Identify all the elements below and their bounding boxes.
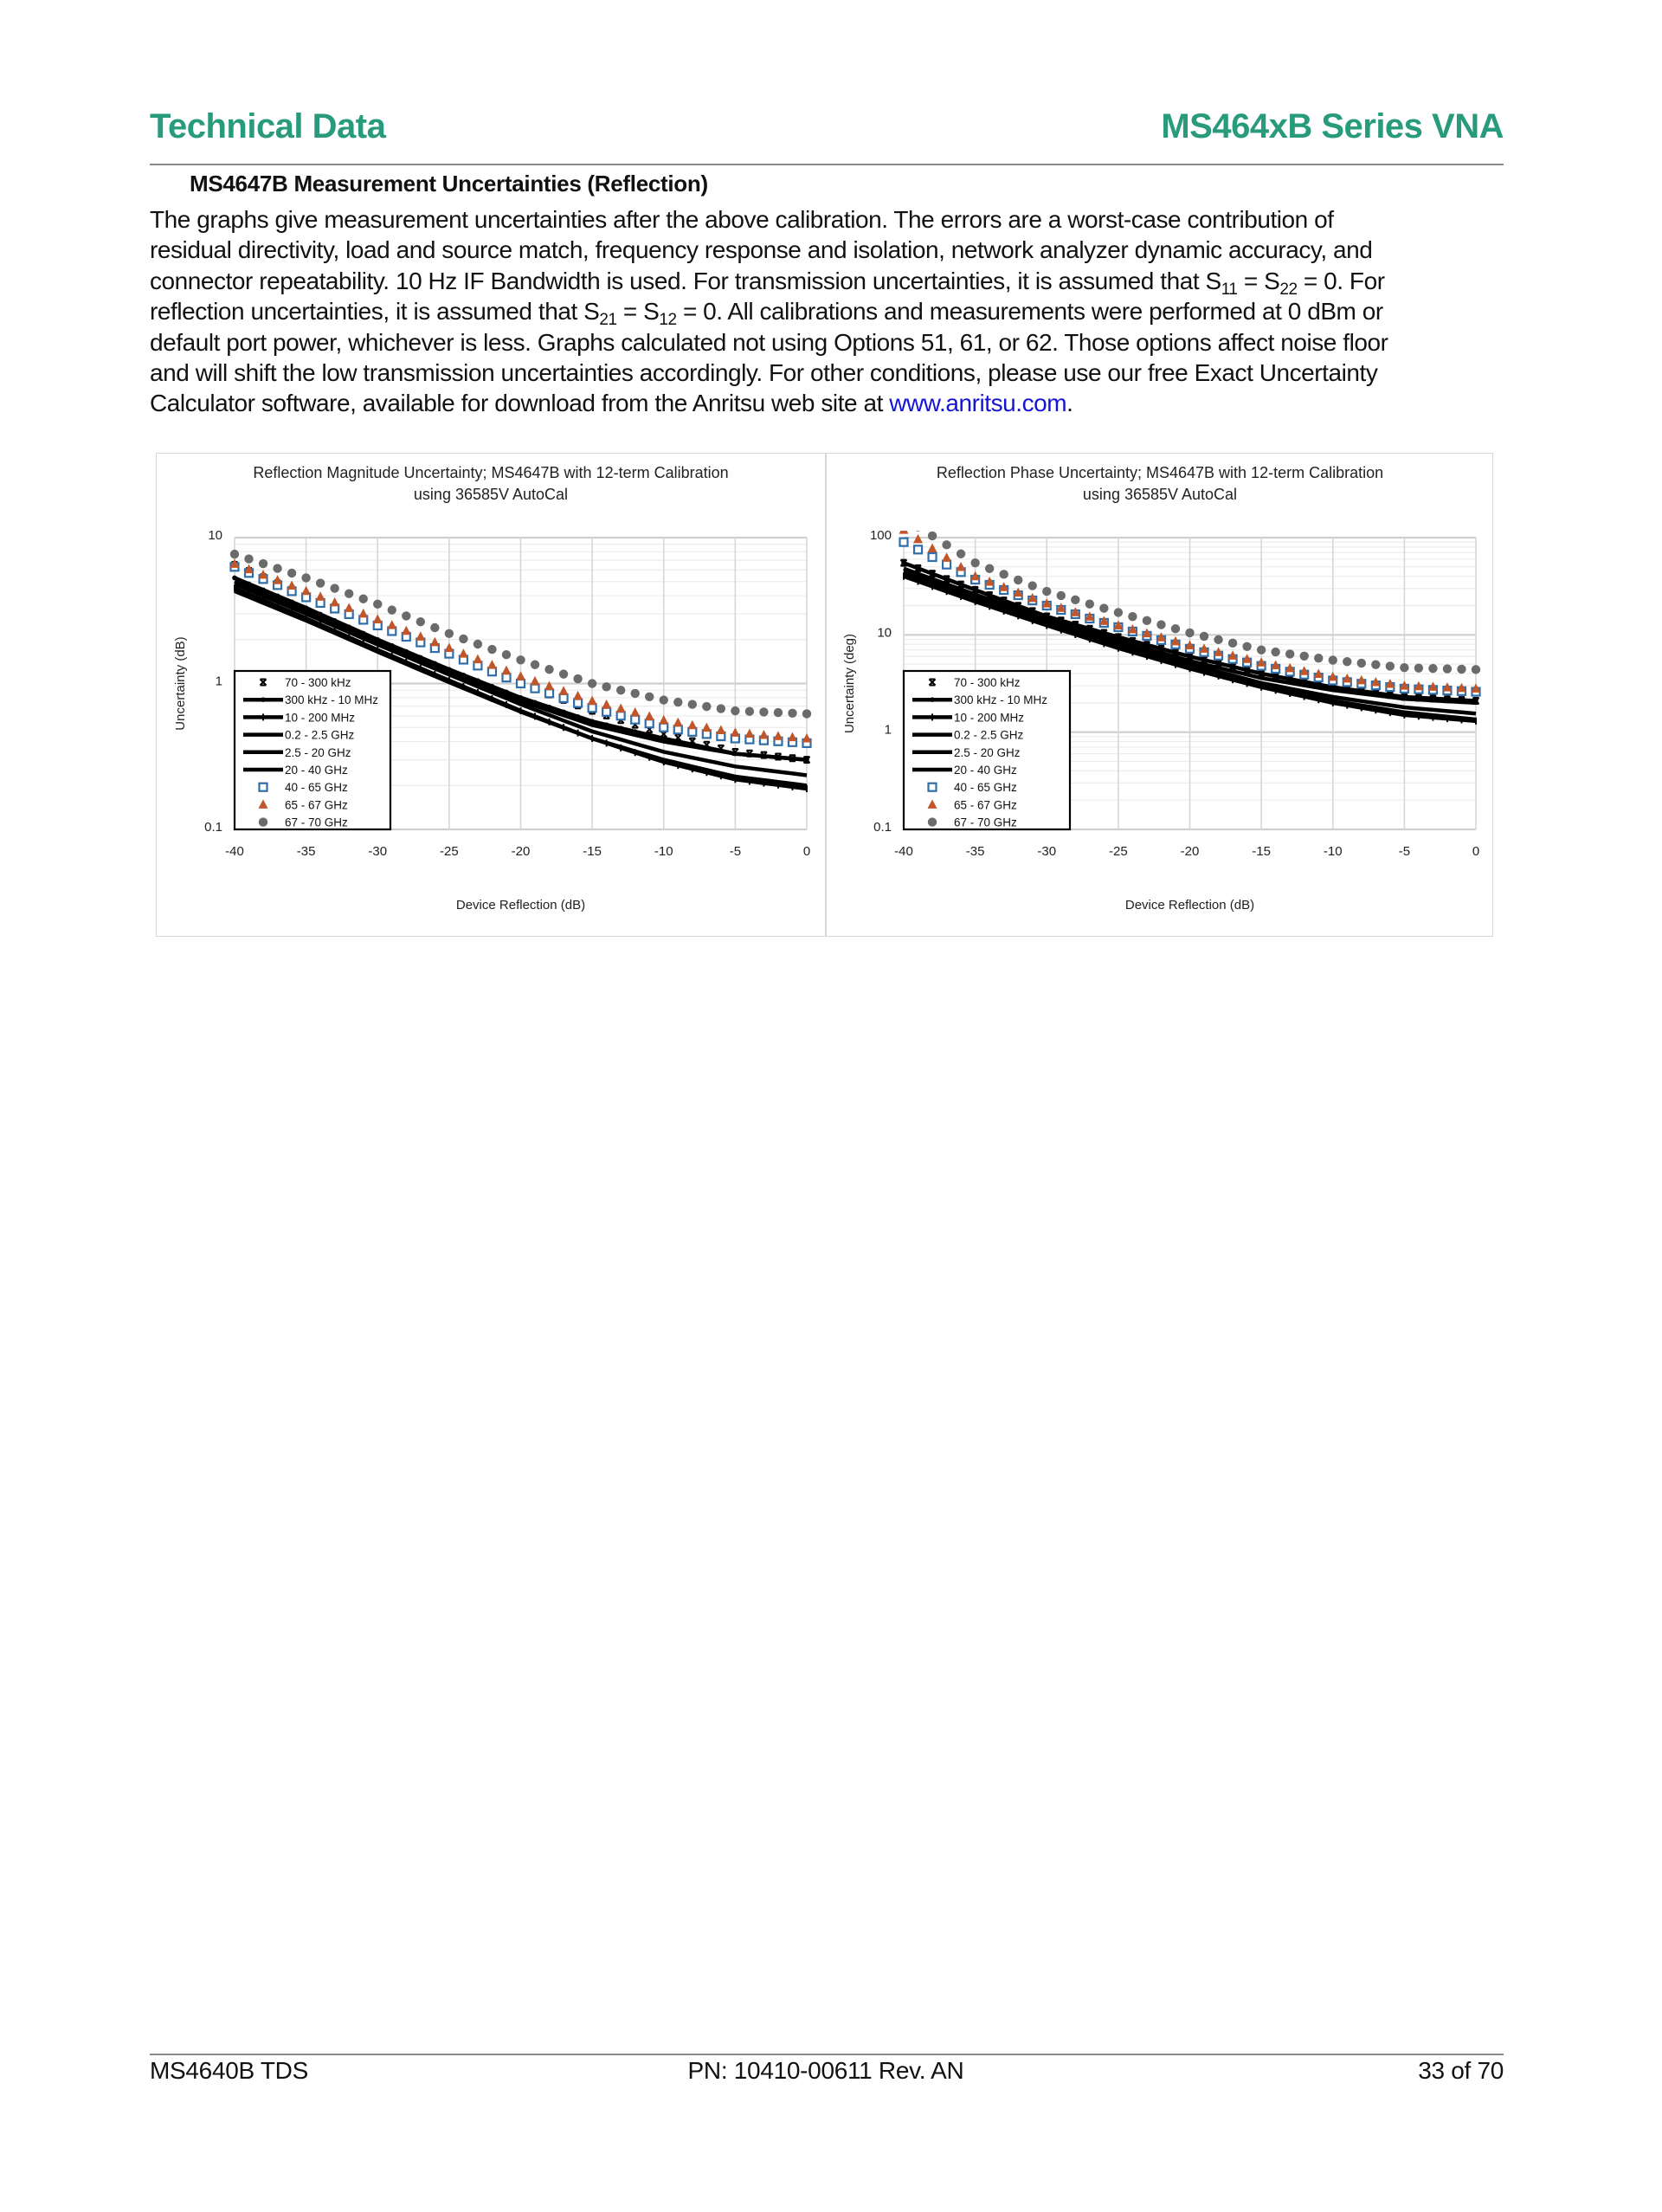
data-point bbox=[388, 605, 396, 614]
text-segment: default port power, whichever is less. Graphs calculated not using Options 51, 61, or 62. Those options affect noise floor bbox=[150, 328, 1388, 356]
legend-label: 2.5 - 20 GHz bbox=[285, 745, 351, 759]
legend-label: 2.5 - 20 GHz bbox=[954, 745, 1021, 759]
x-tick-label: -5 bbox=[1398, 844, 1411, 859]
legend-label: 0.2 - 2.5 GHz bbox=[285, 728, 355, 742]
data-point bbox=[359, 595, 368, 603]
text-segment: The graphs give measurement uncertainties after the above calibration. The errors are a worst-case contribution of bbox=[150, 206, 1334, 233]
x-tick-label: -15 bbox=[583, 844, 602, 859]
data-point bbox=[731, 706, 739, 715]
paragraph-line bbox=[150, 204, 1509, 235]
legend bbox=[904, 671, 1070, 829]
data-point bbox=[659, 715, 668, 725]
data-point bbox=[574, 700, 582, 707]
data-point bbox=[957, 550, 965, 558]
x-tick-label: -10 bbox=[654, 844, 673, 859]
data-point bbox=[573, 674, 582, 683]
data-point bbox=[900, 538, 908, 546]
y-tick-label: 0.1 bbox=[873, 820, 892, 835]
chart-title-line: using 36585V AutoCal bbox=[413, 486, 569, 503]
text-segment: = S bbox=[616, 298, 660, 326]
data-point bbox=[731, 727, 740, 737]
data-point bbox=[576, 714, 581, 719]
data-point bbox=[674, 726, 682, 733]
data-point bbox=[459, 648, 468, 658]
data-point bbox=[899, 513, 908, 522]
data-point bbox=[501, 666, 511, 675]
paragraph-line bbox=[150, 266, 1509, 299]
data-point bbox=[716, 725, 725, 734]
data-point bbox=[745, 707, 754, 716]
data-point bbox=[1357, 659, 1366, 667]
text-segment: = 0. For bbox=[1297, 267, 1385, 294]
data-point bbox=[1143, 616, 1151, 625]
data-point bbox=[1329, 655, 1337, 664]
data-point bbox=[445, 629, 454, 638]
text-segment: . bbox=[1066, 390, 1073, 417]
data-point bbox=[301, 573, 310, 582]
subscript: 12 bbox=[659, 311, 677, 330]
data-point bbox=[517, 680, 525, 687]
data-point bbox=[588, 679, 596, 687]
data-point bbox=[1300, 652, 1309, 661]
data-point bbox=[588, 696, 597, 706]
data-point bbox=[544, 665, 553, 674]
chart-title-line: Reflection Phase Uncertainty; MS4647B with 12-term Calibration bbox=[936, 464, 1384, 481]
x-tick-label: -30 bbox=[1037, 844, 1057, 859]
paragraph-line bbox=[150, 327, 1509, 358]
paragraph-line bbox=[150, 388, 1509, 418]
text-segment: = S bbox=[1237, 267, 1280, 294]
data-point bbox=[459, 635, 467, 643]
text-segment: connector repeatability. 10 Hz IF Bandwidth is used. For transmission uncertainties, it is assumed that S bbox=[150, 267, 1221, 294]
data-point bbox=[418, 655, 423, 661]
data-point bbox=[617, 712, 625, 719]
footer-part-number: PN: 10410-00611 Rev. AN bbox=[687, 2057, 964, 2084]
data-point bbox=[289, 599, 294, 604]
data-point bbox=[970, 558, 979, 567]
data-point bbox=[1472, 665, 1480, 674]
header-right-title: MS464xB Series VNA bbox=[1161, 107, 1504, 145]
data-point bbox=[1185, 629, 1194, 637]
data-point bbox=[618, 726, 623, 731]
data-point bbox=[1214, 635, 1222, 644]
data-point bbox=[502, 674, 510, 681]
data-point bbox=[301, 586, 311, 596]
legend-label: 40 - 65 GHz bbox=[285, 781, 348, 795]
data-point bbox=[532, 700, 538, 706]
data-point bbox=[345, 603, 354, 612]
data-point bbox=[1042, 587, 1051, 596]
data-point bbox=[531, 676, 540, 686]
data-point bbox=[373, 614, 383, 623]
data-point bbox=[589, 704, 596, 712]
data-point bbox=[402, 611, 410, 620]
data-point bbox=[913, 522, 922, 531]
x-tick-label: -15 bbox=[1252, 844, 1271, 859]
data-point bbox=[702, 702, 711, 711]
legend-label: 20 - 40 GHz bbox=[285, 764, 348, 777]
data-point bbox=[929, 553, 937, 561]
data-point bbox=[304, 605, 309, 610]
data-point bbox=[345, 589, 353, 597]
data-point bbox=[273, 575, 282, 584]
x-tick-label: -30 bbox=[368, 844, 388, 859]
paragraph-line bbox=[150, 235, 1509, 265]
legend-marker bbox=[928, 817, 937, 826]
text-segment: Calculator software, available for download from the Anritsu web site at bbox=[150, 390, 890, 417]
data-point bbox=[942, 552, 951, 562]
data-point bbox=[774, 708, 783, 717]
data-point bbox=[244, 554, 253, 563]
footer-rule bbox=[150, 2054, 1504, 2055]
data-point bbox=[1200, 632, 1208, 641]
y-tick-label: 10 bbox=[208, 528, 222, 543]
data-point bbox=[788, 709, 796, 718]
data-point bbox=[531, 685, 539, 693]
data-point bbox=[646, 719, 654, 727]
legend-label: 10 - 200 MHz bbox=[285, 711, 356, 725]
charts-panel bbox=[156, 453, 1493, 937]
data-point bbox=[402, 626, 411, 635]
data-point bbox=[273, 564, 281, 572]
data-point bbox=[1443, 664, 1452, 673]
legend-label: 20 - 40 GHz bbox=[954, 764, 1017, 777]
data-point bbox=[490, 684, 495, 689]
paragraph-line bbox=[150, 358, 1509, 388]
data-point bbox=[1099, 603, 1108, 612]
text-segment: reflection uncertainties, it is assumed that S bbox=[150, 298, 600, 326]
text-segment: residual directivity, load and source match, frequency response and isolation, network analyzer dynamic accuracy, and bbox=[150, 236, 1373, 264]
data-point bbox=[1428, 664, 1437, 673]
data-point bbox=[475, 678, 480, 683]
data-point bbox=[645, 693, 654, 701]
chart-title-line: using 36585V AutoCal bbox=[1082, 486, 1238, 503]
data-point bbox=[999, 570, 1008, 578]
data-point bbox=[1228, 639, 1237, 648]
y-tick-label: 1 bbox=[215, 674, 222, 689]
data-point bbox=[390, 643, 395, 648]
y-axis-title: Uncertainty (dB) bbox=[173, 636, 188, 731]
data-point bbox=[631, 716, 639, 724]
legend-marker bbox=[261, 697, 266, 702]
x-axis-title: Device Reflection (dB) bbox=[1124, 898, 1255, 913]
data-point bbox=[346, 624, 351, 629]
x-tick-label: -10 bbox=[1323, 844, 1343, 859]
data-point bbox=[375, 637, 380, 642]
data-point bbox=[942, 540, 950, 549]
y-tick-label: 0.1 bbox=[204, 820, 222, 835]
data-point bbox=[1028, 581, 1037, 590]
data-point bbox=[1171, 624, 1180, 633]
data-point bbox=[1257, 646, 1266, 655]
data-point bbox=[561, 709, 566, 714]
data-point bbox=[647, 732, 652, 738]
legend-label: 40 - 65 GHz bbox=[954, 781, 1017, 795]
x-tick-label: 0 bbox=[802, 844, 811, 859]
data-point bbox=[444, 643, 454, 653]
phase-chart bbox=[826, 454, 1494, 936]
data-point bbox=[516, 671, 525, 680]
legend-label: 70 - 300 kHz bbox=[285, 676, 351, 689]
data-point bbox=[504, 689, 509, 694]
data-point bbox=[744, 729, 754, 738]
data-point bbox=[361, 631, 366, 636]
data-point bbox=[1314, 654, 1323, 662]
x-tick-label: -25 bbox=[1109, 844, 1128, 859]
legend-label: 300 kHz - 10 MHz bbox=[285, 693, 379, 707]
legend-label: 0.2 - 2.5 GHz bbox=[954, 728, 1024, 742]
data-point bbox=[487, 660, 497, 669]
data-point bbox=[487, 645, 496, 654]
data-point bbox=[1085, 600, 1094, 609]
data-point bbox=[1386, 661, 1395, 670]
data-point bbox=[316, 578, 325, 587]
data-point bbox=[633, 729, 638, 734]
data-point bbox=[287, 569, 296, 577]
data-point bbox=[559, 669, 568, 678]
x-axis-title: Device Reflection (dB) bbox=[455, 898, 586, 913]
magnitude-chart-svg bbox=[157, 454, 825, 936]
paragraph-line bbox=[150, 296, 1509, 330]
footer-doc-name: MS4640B TDS bbox=[150, 2057, 308, 2084]
subscript: 21 bbox=[599, 311, 617, 330]
legend-marker bbox=[260, 784, 267, 791]
data-point bbox=[519, 695, 524, 700]
data-point bbox=[631, 689, 640, 698]
data-point bbox=[788, 732, 797, 742]
data-point bbox=[802, 733, 812, 743]
data-point bbox=[688, 700, 697, 708]
data-point bbox=[531, 661, 539, 669]
x-tick-label: -35 bbox=[965, 844, 985, 859]
data-point bbox=[1128, 612, 1137, 621]
data-point bbox=[330, 584, 338, 592]
subscript: 11 bbox=[1221, 280, 1238, 299]
data-point bbox=[430, 623, 439, 632]
data-point bbox=[660, 695, 668, 704]
data-point bbox=[759, 707, 768, 716]
data-point bbox=[230, 550, 239, 558]
data-point bbox=[1400, 663, 1408, 672]
legend bbox=[235, 671, 390, 829]
description-paragraph bbox=[150, 204, 1509, 419]
data-point bbox=[433, 661, 438, 666]
data-point bbox=[802, 709, 811, 718]
data-point bbox=[602, 682, 610, 691]
legend-marker bbox=[929, 784, 937, 791]
data-point bbox=[259, 559, 267, 568]
data-point bbox=[687, 720, 697, 730]
data-point bbox=[358, 609, 368, 618]
legend-marker bbox=[930, 697, 935, 702]
data-point bbox=[373, 600, 382, 609]
legend-label: 65 - 67 GHz bbox=[954, 798, 1017, 812]
legend-label: 300 kHz - 10 MHz bbox=[954, 693, 1048, 707]
data-point bbox=[1414, 663, 1423, 672]
legend-label: 67 - 70 GHz bbox=[285, 816, 348, 829]
data-point bbox=[717, 704, 725, 713]
data-point bbox=[1271, 648, 1279, 656]
header-left-title: Technical Data bbox=[150, 107, 386, 145]
data-point bbox=[759, 730, 769, 739]
data-point bbox=[928, 532, 937, 540]
data-point bbox=[544, 681, 554, 691]
data-point bbox=[1156, 620, 1165, 629]
chart-title-line: Reflection Magnitude Uncertainty; MS4647B with 12-term Calibration bbox=[253, 464, 729, 481]
data-point bbox=[673, 718, 683, 727]
data-point bbox=[1057, 591, 1066, 600]
data-point bbox=[985, 564, 994, 573]
data-point bbox=[943, 561, 950, 569]
y-tick-label: 100 bbox=[869, 528, 892, 543]
subscript: 22 bbox=[1279, 280, 1298, 299]
footer-page-number: 33 of 70 bbox=[1418, 2057, 1504, 2084]
x-tick-label: -35 bbox=[296, 844, 316, 859]
legend-marker bbox=[259, 817, 267, 826]
data-point bbox=[1014, 576, 1022, 584]
data-point bbox=[1371, 661, 1380, 669]
x-tick-label: -40 bbox=[225, 844, 244, 859]
text-segment: and will shift the low transmission uncertainties accordingly. For other conditions, please use our free Exact Uncertainty bbox=[150, 359, 1378, 387]
data-point bbox=[560, 694, 568, 702]
data-point bbox=[604, 722, 609, 727]
data-point bbox=[275, 593, 280, 598]
data-point bbox=[416, 617, 425, 626]
section-title: MS4647B Measurement Uncertainties (Reflection) bbox=[190, 171, 708, 197]
data-point bbox=[473, 640, 482, 648]
data-point bbox=[404, 649, 409, 655]
data-point bbox=[473, 655, 482, 664]
x-tick-label: -40 bbox=[894, 844, 913, 859]
data-point bbox=[1285, 649, 1294, 658]
data-point bbox=[247, 582, 252, 587]
data-point bbox=[1242, 642, 1251, 651]
data-point bbox=[602, 708, 610, 716]
data-point bbox=[261, 588, 266, 593]
x-tick-label: 0 bbox=[1472, 844, 1480, 859]
data-point bbox=[616, 686, 625, 694]
data-point bbox=[430, 637, 440, 647]
phase-chart-svg bbox=[826, 454, 1494, 936]
data-point bbox=[516, 655, 525, 664]
data-point bbox=[232, 576, 237, 581]
x-tick-label: -20 bbox=[1180, 844, 1200, 859]
legend-label: 70 - 300 kHz bbox=[954, 676, 1021, 689]
magnitude-chart bbox=[157, 454, 825, 936]
x-tick-label: -20 bbox=[511, 844, 531, 859]
x-tick-label: -25 bbox=[440, 844, 459, 859]
data-point bbox=[330, 597, 339, 607]
data-point bbox=[602, 700, 611, 709]
data-point bbox=[1071, 596, 1079, 604]
data-point bbox=[589, 719, 595, 724]
y-axis-title: Uncertainty (deg) bbox=[842, 633, 857, 734]
legend-label: 67 - 70 GHz bbox=[954, 816, 1017, 829]
data-point bbox=[461, 673, 467, 678]
data-point bbox=[914, 545, 922, 553]
data-point bbox=[545, 689, 553, 697]
data-point bbox=[1343, 657, 1351, 666]
text-segment: = 0. All calibrations and measurements were performed at 0 dBm or bbox=[676, 298, 1383, 326]
header-rule bbox=[150, 164, 1504, 165]
data-point bbox=[332, 618, 338, 623]
data-point bbox=[318, 612, 323, 617]
y-tick-label: 10 bbox=[877, 625, 892, 641]
data-point bbox=[630, 707, 640, 717]
anritsu-website-link[interactable]: www.anritsu.com bbox=[889, 390, 1067, 417]
data-point bbox=[899, 525, 909, 534]
data-point bbox=[573, 691, 583, 700]
data-point bbox=[773, 731, 783, 740]
data-point bbox=[447, 667, 452, 672]
legend-label: 65 - 67 GHz bbox=[285, 798, 348, 812]
data-point bbox=[928, 544, 937, 553]
y-tick-label: 1 bbox=[884, 722, 892, 738]
legend-label: 10 - 200 MHz bbox=[954, 711, 1025, 725]
data-point bbox=[547, 705, 552, 710]
data-point bbox=[1457, 665, 1466, 674]
data-point bbox=[1114, 608, 1123, 616]
data-point bbox=[387, 620, 396, 629]
data-point bbox=[660, 724, 667, 732]
x-tick-label: -5 bbox=[729, 844, 742, 859]
data-point bbox=[416, 631, 425, 641]
data-point bbox=[259, 570, 268, 579]
data-point bbox=[502, 650, 511, 659]
data-point bbox=[673, 698, 682, 706]
data-point bbox=[616, 704, 626, 713]
